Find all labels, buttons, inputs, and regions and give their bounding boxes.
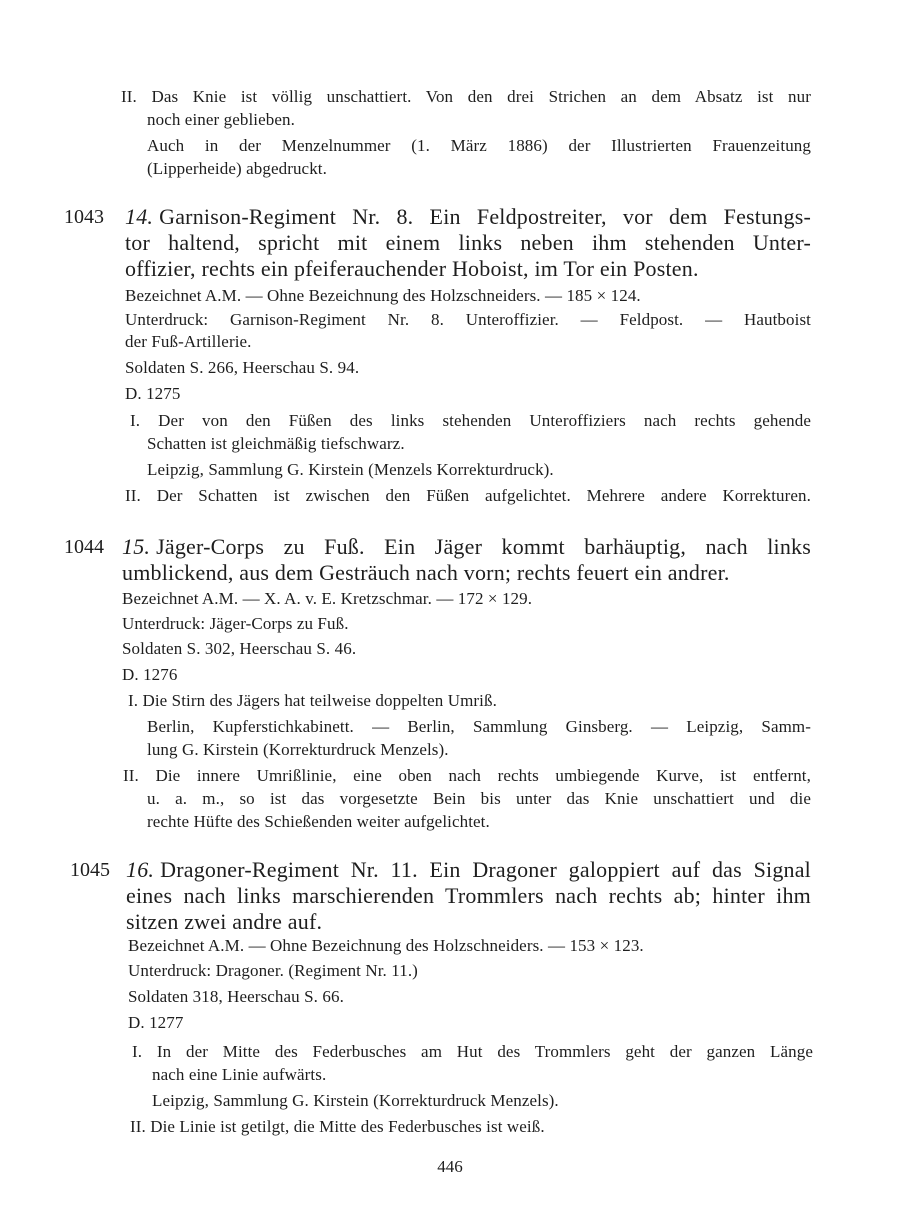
unterdruck-line: Unterdruck: Garnison-Regiment Nr. 8. Unteroffizier. — Feldpost. — Hautboist — [125, 310, 811, 329]
entry-title-line — [122, 534, 811, 560]
d-reference: D. 1277 — [128, 1013, 184, 1032]
state-line: II. Die Linie ist getilgt, die Mitte des Federbusches ist weiß. — [130, 1117, 545, 1136]
entry-title-line: sitzen zwei andre auf. — [126, 909, 323, 934]
state-line: II. Das Knie ist völlig unschattiert. Von den drei Strichen an dem Absatz ist nur — [121, 87, 811, 106]
note-line: Auch in der Menzelnummer (1. März 1886) der Illustrierten Frauenzeitung — [147, 136, 811, 155]
entry-title-line — [126, 857, 811, 883]
entry-title-line — [125, 204, 811, 230]
location-line: Leipzig, Sammlung G. Kirstein (Menzels Korrekturdruck). — [147, 460, 554, 479]
soldaten-line: Soldaten 318, Heerschau S. 66. — [128, 987, 344, 1006]
title-text: Jäger-Corps zu Fuß. Ein Jäger kommt barhäuptig, nach links — [156, 534, 811, 559]
state-line: Schatten ist gleichmäßig tiefschwarz. — [147, 434, 405, 453]
state-line: II. Der Schatten ist zwischen den Füßen aufgelichtet. Mehrere andere Korrekturen. — [125, 486, 811, 505]
unterdruck-line: Unterdruck: Jäger-Corps zu Fuß. — [122, 614, 349, 633]
state-line: I. Der von den Füßen des links stehenden Unteroffiziers nach rechts gehende — [130, 411, 811, 430]
title-text: Dragoner-Regiment Nr. 11. Ein Dragoner galoppiert auf das Signal — [160, 857, 811, 882]
unterdruck-line: der Fuß-Artillerie. — [125, 332, 252, 351]
entry-title-line: offizier, rechts ein pfeiferauchender Hoboist, im Tor ein Posten. — [125, 256, 699, 281]
unterdruck-line: Unterdruck: Dragoner. (Regiment Nr. 11.) — [128, 961, 418, 980]
entry-title-line: umblickend, aus dem Gesträuch nach vorn; rechts feuert ein andrer. — [122, 560, 730, 585]
state-line: rechte Hüfte des Schießenden weiter aufgelichtet. — [147, 812, 490, 831]
page-number: 446 — [437, 1157, 463, 1176]
entry-number: 1043 — [64, 206, 104, 228]
entry-number: 1044 — [64, 536, 104, 558]
entry-title-line: tor haltend, spricht mit einem links neben ihm stehenden Unter- — [125, 230, 811, 255]
location-line: Berlin, Kupferstichkabinett. — Berlin, Sammlung Ginsberg. — Leipzig, Samm- — [147, 717, 811, 736]
d-reference: D. 1276 — [122, 665, 178, 684]
entry-title-line: eines nach links marschierenden Trommlers nach rechts ab; hinter ihm — [126, 883, 811, 908]
d-reference: D. 1275 — [125, 384, 181, 403]
soldaten-line: Soldaten S. 302, Heerschau S. 46. — [122, 639, 357, 658]
state-line: nach eine Linie aufwärts. — [152, 1065, 327, 1084]
item-number: 15. — [122, 534, 151, 559]
note-line: (Lipperheide) abgedruckt. — [147, 159, 327, 178]
bezeichnet-line: Bezeichnet A.M. — Ohne Bezeichnung des Holzschneiders. — 185 × 124. — [125, 286, 641, 305]
state-line: I. Die Stirn des Jägers hat teilweise doppelten Umriß. — [128, 691, 497, 710]
soldaten-line: Soldaten S. 266, Heerschau S. 94. — [125, 358, 360, 377]
location-line: lung G. Kirstein (Korrekturdruck Menzels). — [147, 740, 449, 759]
title-text: Garnison-Regiment Nr. 8. Ein Feldpostreiter, vor dem Festungs- — [159, 204, 811, 229]
item-number: 14. — [125, 204, 154, 229]
entry-number: 1045 — [70, 859, 110, 881]
bezeichnet-line: Bezeichnet A.M. — X. A. v. E. Kretzschmar. — 172 × 129. — [122, 589, 533, 608]
state-line: noch einer geblieben. — [147, 110, 295, 129]
state-line: II. Die innere Umrißlinie, eine oben nach rechts umbiegende Kurve, ist entfernt, — [123, 766, 811, 785]
location-line: Leipzig, Sammlung G. Kirstein (Korrekturdruck Menzels). — [152, 1091, 559, 1110]
item-number: 16. — [126, 857, 155, 882]
bezeichnet-line: Bezeichnet A.M. — Ohne Bezeichnung des Holzschneiders. — 153 × 123. — [128, 936, 644, 955]
state-line: u. a. m., so ist das vorgesetzte Bein bis unter das Knie unschattiert und die — [147, 789, 811, 808]
state-line: I. In der Mitte des Federbusches am Hut des Trommlers geht der ganzen Länge — [132, 1042, 813, 1061]
